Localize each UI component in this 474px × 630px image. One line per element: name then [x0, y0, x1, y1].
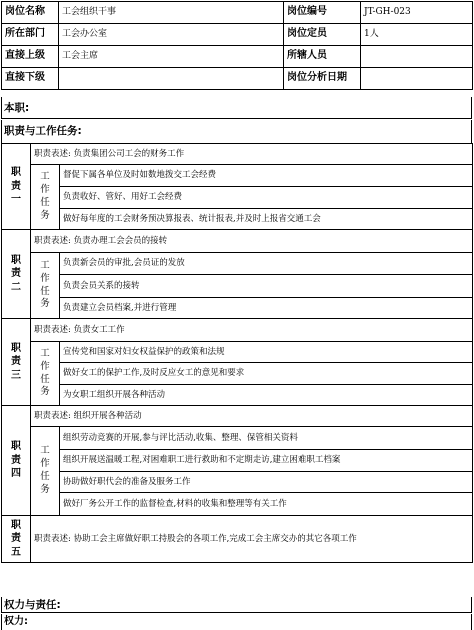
task-item: 做好每年度的工会财务预决算报表、统计报表,并及时上报省交通工会: [60, 209, 473, 230]
duty-label: 职 责 二: [2, 230, 31, 319]
duty-description: 职责表述: 负责女工工作: [31, 319, 473, 342]
duties-table: [1, 143, 473, 563]
subordinate-value: [59, 68, 284, 90]
task-item: 做好厂务公开工作的监督检查,材料的收集和整理等有关工作: [60, 493, 473, 516]
position-name-value: 工会组织干事: [59, 2, 284, 24]
position-info-table: [1, 1, 473, 90]
task-label: 工 作 任 务: [31, 342, 60, 406]
task-label: 工 作 任 务: [31, 427, 60, 516]
task-item: 负责收好、管好、用好工会经费: [60, 187, 473, 209]
superior-label: 直接上级: [2, 46, 59, 68]
department-value: 工会办公室: [59, 24, 284, 46]
superior-value: 工会主席: [59, 46, 284, 68]
task-item: 协助做好职代会的准备及服务工作: [60, 472, 473, 493]
task-item: 组织开展送温暖工程,对困难职工进行救助和不定期走访,建立困难职工档案: [60, 450, 473, 472]
analysis-date-label: 岗位分析日期: [284, 68, 361, 90]
task-label: 工 作 任 务: [31, 253, 60, 319]
duty-label: 职 责 三: [2, 319, 31, 406]
duty-label: 职 责 四: [2, 406, 31, 516]
task-item: 为女职工组织开展各种活动: [60, 385, 473, 406]
task-label: 工 作 任 务: [31, 165, 60, 230]
position-code-value: JT-GH-023: [361, 2, 473, 24]
task-item: 做好女工的保护工作,及时反应女工的意见和要求: [60, 363, 473, 385]
jurisdiction-value: [361, 46, 473, 68]
position-code-label: 岗位编号: [284, 2, 361, 24]
duty-description: 职责表述: 协助工会主席做好职工持股会的各项工作,完成工会主席交办的其它各项工作: [31, 516, 473, 563]
headcount-value: 1人: [361, 24, 473, 46]
task-item: 宣传党和国家对妇女权益保护的政策和法规: [60, 342, 473, 363]
power-label: 权力:: [1, 614, 472, 630]
duties-heading: 职责与工作任务:: [1, 120, 472, 143]
duty-label: 职 责 五: [2, 516, 31, 563]
duty-description: 职责表述: 负责办理工会会员的接转: [31, 230, 473, 253]
task-item: 负责建立会员档案,并进行管理: [60, 298, 473, 319]
task-item: 负责新会员的审批,会员证的发放: [60, 253, 473, 275]
jurisdiction-label: 所辖人员: [284, 46, 361, 68]
task-item: 督促下属各单位及时如数地拨交工会经费: [60, 165, 473, 187]
task-item: 组织劳动竞赛的开展,参与评比活动,收集、整理、保管相关资料: [60, 427, 473, 450]
task-item: 负责会员关系的接转: [60, 275, 473, 298]
duty-description: 职责表述: 负责集团公司工会的财务工作: [31, 144, 473, 165]
duty-label: 职 责 一: [2, 144, 31, 230]
duty-description: 职责表述: 组织开展各种活动: [31, 406, 473, 427]
duty-summary-heading: 本职:: [1, 97, 472, 119]
power-responsibility-heading: 权力与责任:: [1, 597, 472, 613]
analysis-date-value: [361, 68, 473, 90]
subordinate-label: 直接下级: [2, 68, 59, 90]
position-name-label: 岗位名称: [2, 2, 59, 24]
headcount-label: 岗位定员: [284, 24, 361, 46]
department-label: 所在部门: [2, 24, 59, 46]
